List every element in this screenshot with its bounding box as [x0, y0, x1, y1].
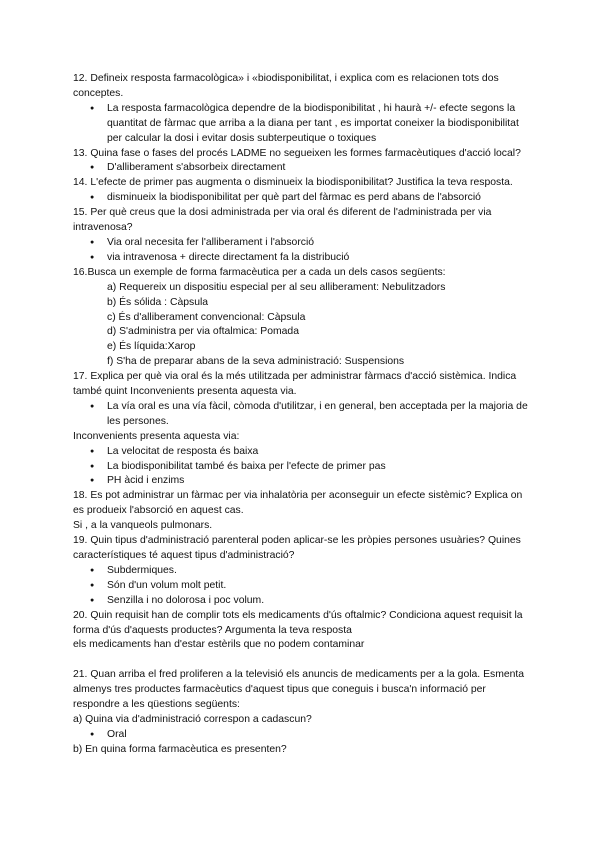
- answer-bullet: ● Oral: [73, 728, 535, 743]
- answer-bullet: ● Són d'un volum molt petit.: [73, 579, 535, 594]
- question-19: [73, 534, 535, 609]
- document-content: [73, 72, 535, 758]
- question-12-answers: [73, 102, 535, 147]
- answer-bullet: ● via intravenosa + directe directament fa la distribució: [73, 251, 535, 266]
- answer-bullet: ● La resposta farmacològica dependre de la biodisponibilitat , hi haurà +/- efecte segons la quantitat de fàrmac que arriba a la diana per tant , es importat coneixer la biodisponibilitat per calcular la dosi i evitar dosis subterpeutique o toxiques: [73, 102, 535, 147]
- question-16: [73, 266, 535, 370]
- question-16-parts: [73, 281, 535, 370]
- question-21-answers: [73, 728, 535, 743]
- answer-bullet: ● disminueix la biodisponibilitat per què part del fàrmac es perd abans de l'absorció: [73, 191, 535, 206]
- question-19-text: 19. Quin tipus d'administració parenteral poden aplicar-se les pròpies persones usuàries? Quines característiques té aquest tipus d'administració?: [73, 535, 521, 561]
- question-13-text: 13. Quina fase o fases del procés LADME no segueixen les formes farmacèutiques d'acció local?: [73, 147, 521, 159]
- answer-bullet: ● Via oral necesita fer l'alliberament i l'absorció: [73, 236, 535, 251]
- answer-bullet: ● La biodisponibilitat també és baixa per l'efecte de primer pas: [73, 460, 535, 475]
- question-17-text: 17. Explica per què via oral és la més utilitzada per administrar fàrmacs d'acció sistèmica. Indica també quint Inconvenients presenta aquesta via.: [73, 371, 517, 398]
- answer-bullet: ● Senzilla i no dolorosa i poc volum.: [73, 594, 535, 609]
- lettered-answer: f) S'ha de preparar abans de la seva administració: Suspensions: [107, 356, 405, 368]
- question-21-text: 21. Quan arriba el fred proliferen a la televisió els anuncis de medicaments per a la gola. Esmenta almenys tres productes farmacèutics d'aquest tipus que coneguis i busca'n informació per respondre a les qüestions següents:: [73, 669, 525, 711]
- question-15: [73, 206, 535, 266]
- lettered-answer: e) És líquida:Xarop: [107, 341, 196, 353]
- question-20: [73, 609, 535, 654]
- question-17-subheading: Inconvenients presenta aquesta via:: [73, 430, 240, 442]
- question-14-text: 14. L'efecte de primer pas augmenta o disminueix la biodisponibilitat? Justifica la teva resposta.: [73, 177, 513, 189]
- answer-bullet: ● D'alliberament s'absorbeix directament: [73, 161, 535, 176]
- question-18-text: 18. Es pot administrar un fàrmac per via inhalatòria per aconseguir un efecte sistèmic? Explica on es produeix l'absorció en aquest cas.: [73, 490, 523, 517]
- answer-bullet: ● La vía oral es una vía fàcil, còmoda d'utilitzar, i en general, ben acceptada per la majoria de les persones.: [73, 400, 535, 430]
- question-12: [73, 72, 535, 147]
- lettered-answer: b) És sólida : Càpsula: [107, 296, 209, 308]
- question-15-text: 15. Per què creus que la dosi administrada per via oral és diferent de l'administrada per via intravenosa?: [73, 207, 492, 234]
- answer-bullet: ● La velocitat de resposta és baixa: [73, 445, 535, 460]
- lettered-answer: a) Requereix un dispositiu especial per al seu alliberament: Nebulitzadors: [107, 281, 446, 293]
- question-18-answer: Si , a la vanqueols pulmonars.: [73, 520, 213, 532]
- question-16-text: 16.Busca un exemple de forma farmacèutica per a cada un dels casos següents:: [73, 266, 446, 278]
- question-21-part-a: a) Quina via d'administració correspon a cadascun?: [73, 714, 312, 726]
- question-13-answers: [73, 161, 535, 176]
- answer-bullet: ● PH àcid i enzims: [73, 474, 535, 489]
- question-17-answers: [73, 400, 535, 430]
- blank-line: [73, 653, 535, 668]
- question-20-text: 20. Quin requisit han de complir tots els medicaments d'ús oftalmic? Condiciona aquest requisit la forma d'ús d'aquests productes? Argumenta la teva resposta: [73, 609, 523, 636]
- lettered-answer: d) S'administra per via oftalmica: Pomada: [107, 326, 299, 338]
- answer-bullet: ● Subdermiques.: [73, 564, 535, 579]
- question-21-part-b: b) En quina forma farmacèutica es presenten?: [73, 743, 287, 755]
- question-21: [73, 668, 535, 757]
- question-18: [73, 489, 535, 534]
- question-12-text: 12. Defineix resposta farmacològica» i «biodisponibilitat, i explica com es relacionen tots dos conceptes.: [73, 73, 499, 99]
- question-17-drawbacks: [73, 445, 535, 490]
- question-19-answers: [73, 564, 535, 609]
- question-14: [73, 176, 535, 206]
- question-14-answers: [73, 191, 535, 206]
- question-13: [73, 147, 535, 177]
- lettered-answer: c) És d'alliberament convencional: Càpsula: [107, 311, 306, 323]
- question-15-answers: [73, 236, 535, 266]
- question-17: [73, 370, 535, 489]
- question-20-answer: els medicaments han d'estar estèrils que no podem contaminar: [73, 639, 365, 651]
